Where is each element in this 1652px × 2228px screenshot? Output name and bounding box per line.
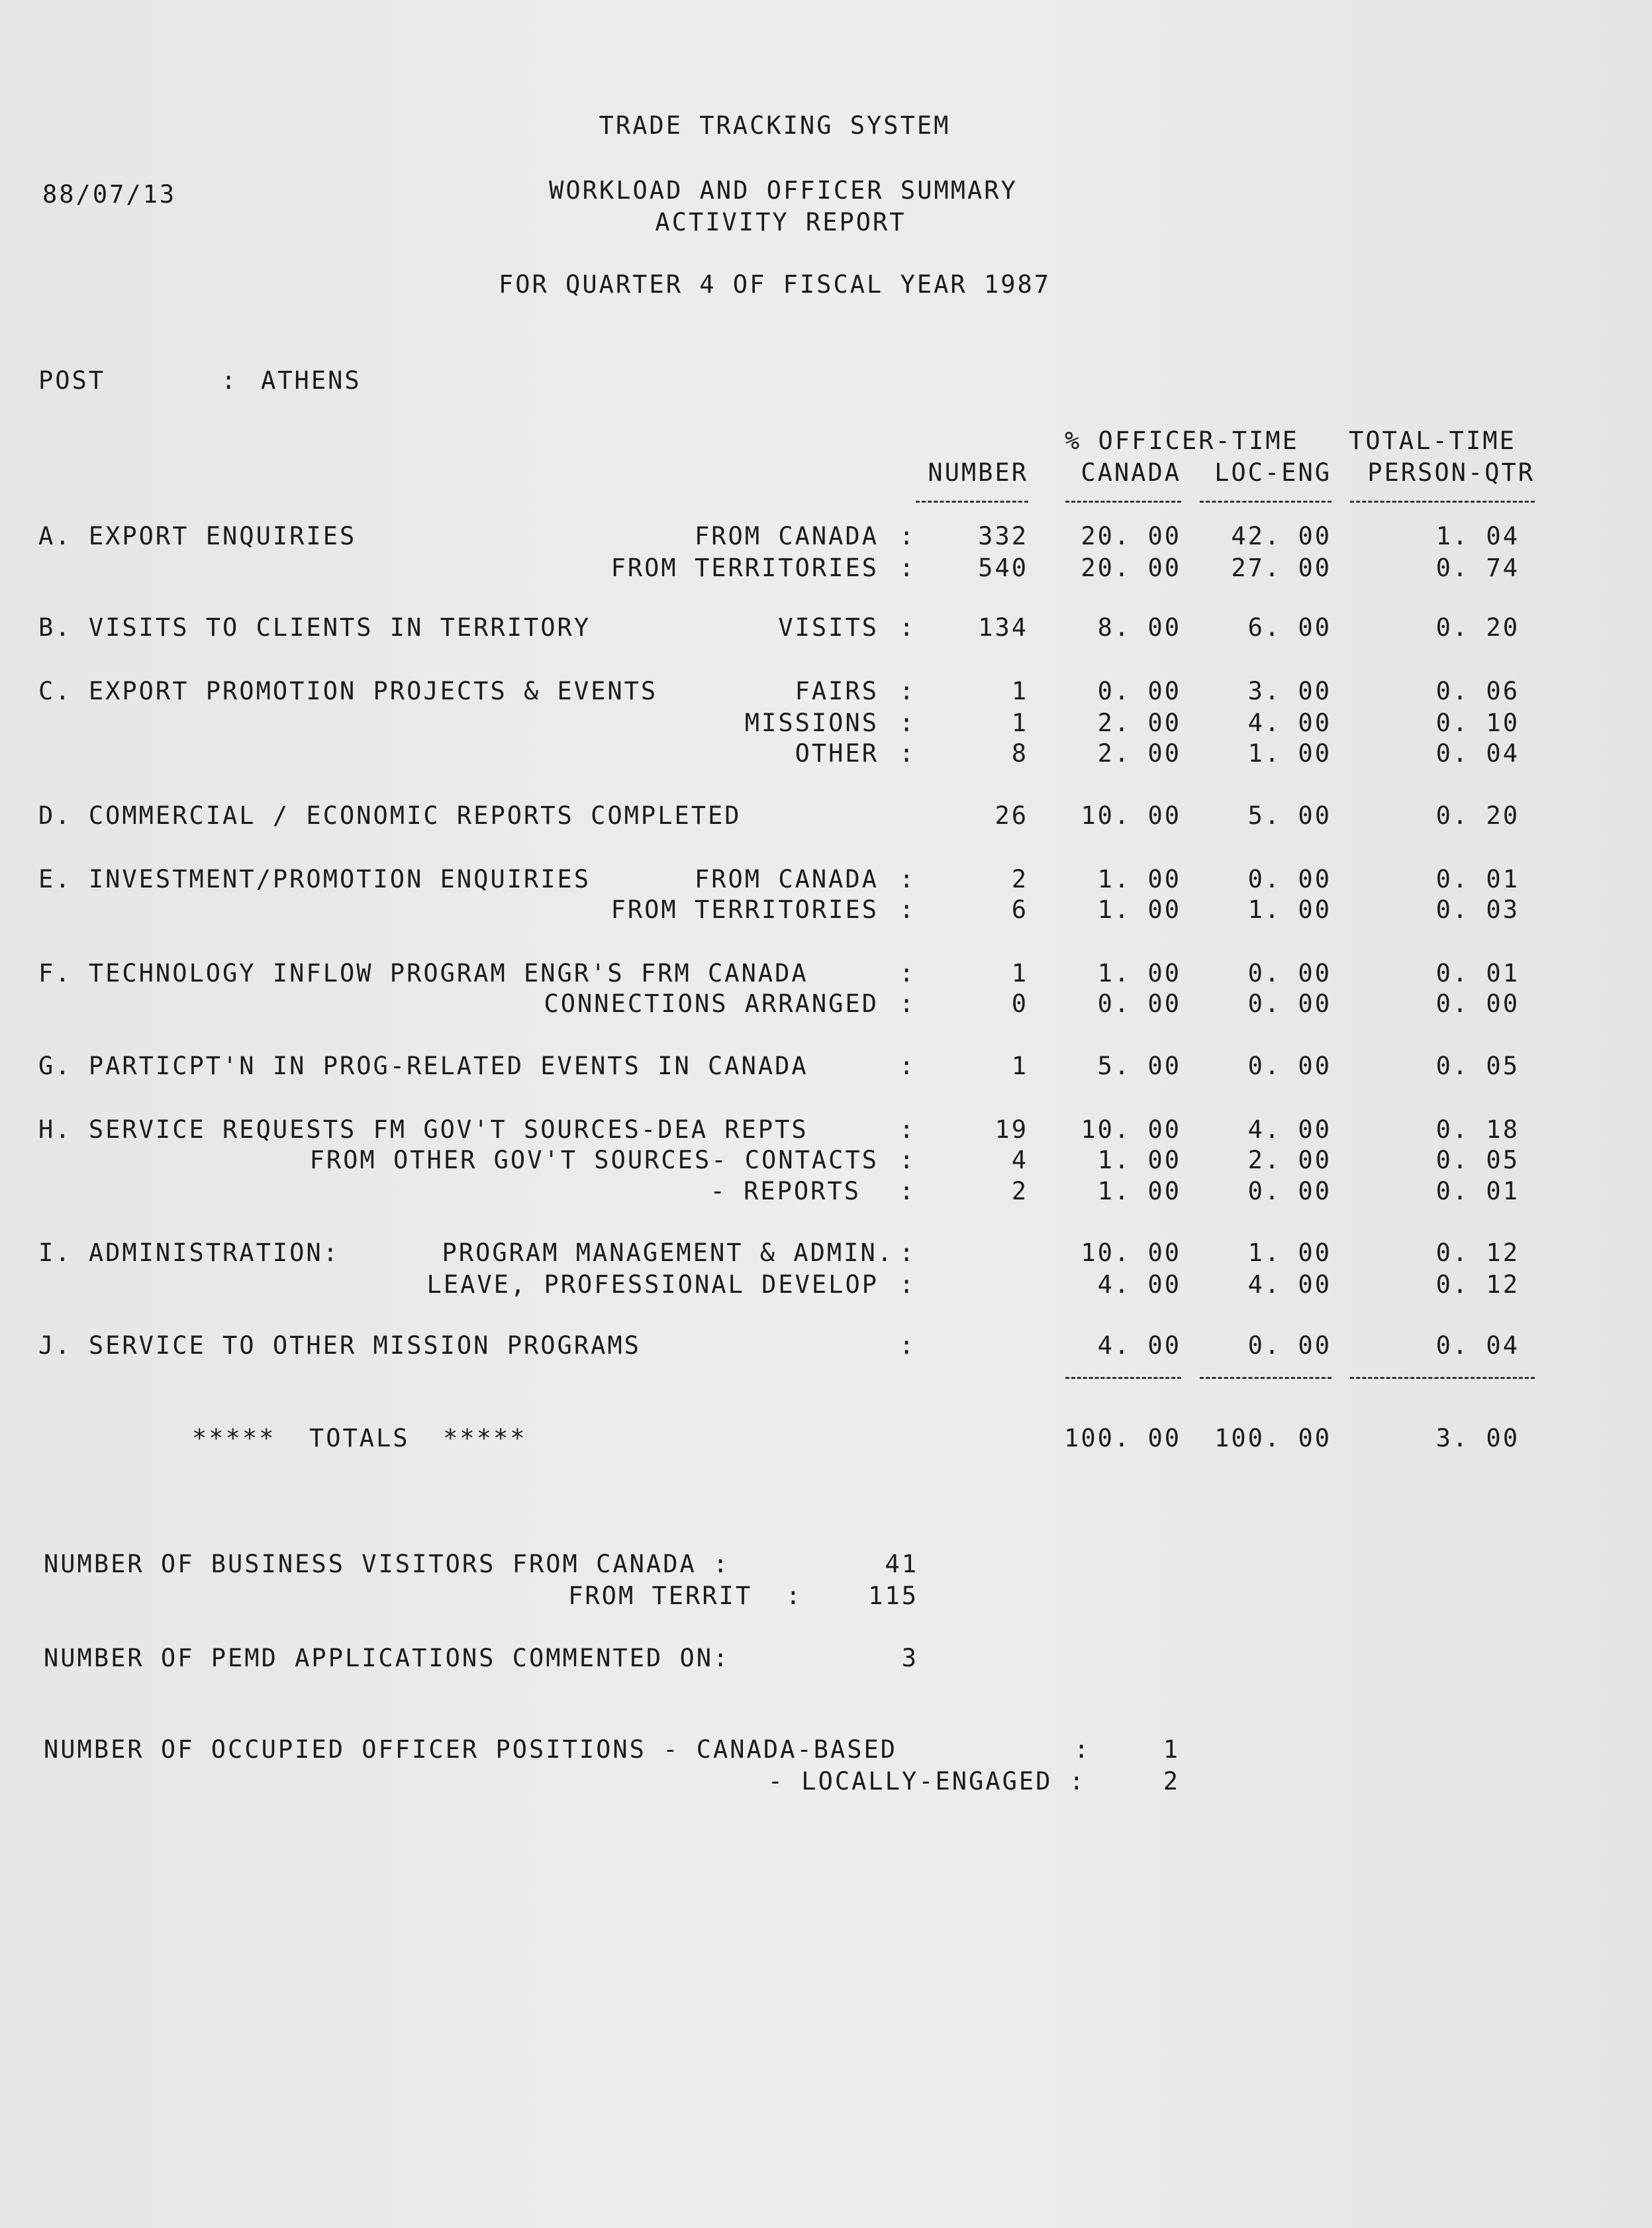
visitors-label: NUMBER OF BUSINESS VISITORS FROM CANADA :: [44, 1550, 730, 1578]
section-label: A. EXPORT ENQUIRIES: [38, 522, 357, 550]
system-title: TRADE TRACKING SYSTEM: [599, 111, 951, 140]
row-canada-pct: 1. 00: [1097, 895, 1181, 924]
row-colon: :: [899, 1146, 916, 1174]
row-canada-pct: 2. 00: [1097, 739, 1181, 768]
row-loceng-pct: 4. 00: [1247, 1270, 1332, 1299]
row-sublabel: FROM TERRITORIES: [610, 895, 879, 924]
row-loceng-pct: 0. 00: [1247, 1052, 1332, 1080]
loceng-underline: [1200, 501, 1332, 503]
post-value: ATHENS: [261, 366, 362, 395]
row-person-qtr: 0. 20: [1435, 801, 1520, 830]
row-number: 26: [995, 801, 1028, 830]
personqtr-header: PERSON-QTR: [1367, 458, 1535, 487]
row-colon: :: [899, 1115, 916, 1144]
row-colon: :: [899, 522, 916, 550]
row-colon: :: [899, 1270, 916, 1299]
row-person-qtr: 0. 10: [1435, 709, 1520, 737]
totals-loceng-underline: [1200, 1377, 1332, 1379]
totals-label: ***** TOTALS *****: [192, 1424, 527, 1452]
row-loceng-pct: 0. 00: [1247, 1331, 1332, 1360]
row-person-qtr: 0. 04: [1435, 1331, 1520, 1360]
row-canada-pct: 5. 00: [1097, 1052, 1181, 1080]
row-colon: :: [899, 865, 916, 893]
row-sublabel: PROGRAM MANAGEMENT & ADMIN.: [442, 1239, 894, 1267]
canada-header: CANADA: [1081, 458, 1181, 487]
total-time-header: TOTAL-TIME: [1349, 427, 1516, 455]
visitors-territ: 115: [868, 1582, 918, 1610]
row-sublabel: FROM CANADA: [694, 865, 879, 893]
positions-local: 2: [1163, 1767, 1180, 1796]
row-person-qtr: 0. 01: [1435, 865, 1520, 893]
row-person-qtr: 0. 18: [1435, 1115, 1520, 1144]
row-person-qtr: 0. 74: [1435, 554, 1520, 582]
section-label: I. ADMINISTRATION:: [38, 1239, 340, 1267]
row-sublabel: MISSIONS: [744, 709, 879, 737]
row-number: 1: [1011, 959, 1028, 987]
row-loceng-pct: 0. 00: [1247, 1177, 1332, 1205]
report-date: 88/07/13: [42, 180, 177, 209]
row-loceng-pct: 27. 00: [1231, 554, 1332, 582]
row-person-qtr: 0. 05: [1435, 1146, 1520, 1174]
row-colon: :: [899, 709, 916, 737]
row-loceng-pct: 1. 00: [1247, 739, 1332, 768]
row-number: 6: [1011, 895, 1028, 924]
positions-label: NUMBER OF OCCUPIED OFFICER POSITIONS - CANADA-BASED: [44, 1735, 898, 1764]
row-person-qtr: 0. 05: [1435, 1052, 1520, 1080]
row-number: 8: [1011, 739, 1028, 768]
row-canada-pct: 4. 00: [1097, 1270, 1181, 1299]
row-person-qtr: 1. 04: [1435, 522, 1520, 550]
totals-person-qtr: 3. 00: [1435, 1424, 1520, 1452]
row-loceng-pct: 0. 00: [1247, 959, 1332, 987]
row-canada-pct: 1. 00: [1097, 1146, 1181, 1174]
row-number: 2: [1011, 1177, 1028, 1205]
row-colon: :: [899, 895, 916, 924]
row-sublabel: FAIRS: [795, 677, 879, 705]
row-number: 1: [1011, 677, 1028, 705]
row-colon: :: [899, 1177, 916, 1205]
row-person-qtr: 0. 03: [1435, 895, 1520, 924]
section-label: H. SERVICE REQUESTS FM GOV'T SOURCES-DEA REPTS: [38, 1115, 808, 1144]
section-label: C. EXPORT PROMOTION PROJECTS & EVENTS: [38, 677, 658, 705]
row-colon: :: [899, 739, 916, 768]
row-number: 134: [978, 613, 1028, 642]
row-number: 0: [1011, 989, 1028, 1018]
row-sublabel: CONNECTIONS ARRANGED: [544, 989, 879, 1018]
row-person-qtr: 0. 01: [1435, 959, 1520, 987]
totals-canada-underline: [1065, 1377, 1181, 1379]
row-number: 4: [1011, 1146, 1028, 1174]
totals-loceng: 100. 00: [1214, 1424, 1332, 1452]
row-person-qtr: 0. 12: [1435, 1270, 1520, 1299]
totals-canada: 100. 00: [1064, 1424, 1181, 1452]
positions-local-label: - LOCALLY-ENGAGED :: [767, 1767, 1086, 1796]
loceng-header: LOC-ENG: [1214, 458, 1332, 487]
officer-time-header: % OFFICER-TIME: [1065, 427, 1299, 455]
row-colon: :: [899, 554, 916, 582]
row-person-qtr: 0. 01: [1435, 1177, 1520, 1205]
report-subtitle: ACTIVITY REPORT: [655, 208, 906, 236]
canada-underline: [1065, 501, 1181, 503]
row-canada-pct: 4. 00: [1097, 1331, 1181, 1360]
row-loceng-pct: 4. 00: [1247, 709, 1332, 737]
row-sublabel: OTHER: [795, 739, 879, 768]
row-sublabel: - REPORTS: [710, 1177, 861, 1205]
row-sublabel: FROM CANADA: [694, 522, 879, 550]
row-canada-pct: 10. 00: [1081, 1115, 1181, 1144]
positions-separator: :: [1074, 1735, 1091, 1764]
row-canada-pct: 1. 00: [1097, 959, 1181, 987]
row-number: 1: [1011, 1052, 1028, 1080]
personqtr-underline: [1350, 501, 1535, 503]
row-loceng-pct: 1. 00: [1247, 1239, 1332, 1267]
row-sublabel: FROM OTHER GOV'T SOURCES- CONTACTS: [309, 1146, 879, 1174]
row-loceng-pct: 5. 00: [1247, 801, 1332, 830]
row-number: 2: [1011, 865, 1028, 893]
row-loceng-pct: 3. 00: [1247, 677, 1332, 705]
report-title: WORKLOAD AND OFFICER SUMMARY: [549, 176, 1018, 205]
row-canada-pct: 10. 00: [1081, 801, 1181, 830]
number-underline: [916, 501, 1028, 503]
section-label: J. SERVICE TO OTHER MISSION PROGRAMS: [38, 1331, 641, 1360]
row-colon: :: [899, 1239, 916, 1267]
row-person-qtr: 0. 00: [1435, 989, 1520, 1018]
row-canada-pct: 2. 00: [1097, 709, 1181, 737]
pemd-label: NUMBER OF PEMD APPLICATIONS COMMENTED ON:: [44, 1644, 730, 1672]
section-label: F. TECHNOLOGY INFLOW PROGRAM ENGR'S FRM CANADA: [38, 959, 808, 987]
row-colon: :: [899, 959, 916, 987]
pemd-value: 3: [901, 1644, 918, 1672]
section-label: G. PARTICPT'N IN PROG-RELATED EVENTS IN CANADA: [38, 1052, 808, 1080]
row-loceng-pct: 2. 00: [1247, 1146, 1332, 1174]
row-canada-pct: 1. 00: [1097, 865, 1181, 893]
row-canada-pct: 20. 00: [1081, 522, 1181, 550]
visitors-territ-label: FROM TERRIT :: [568, 1582, 802, 1610]
row-canada-pct: 8. 00: [1097, 613, 1181, 642]
row-number: 332: [978, 522, 1028, 550]
row-canada-pct: 10. 00: [1081, 1239, 1181, 1267]
row-person-qtr: 0. 04: [1435, 739, 1520, 768]
row-loceng-pct: 0. 00: [1247, 865, 1332, 893]
section-label: B. VISITS TO CLIENTS IN TERRITORY: [38, 613, 591, 642]
row-number: 1: [1011, 709, 1028, 737]
row-loceng-pct: 6. 00: [1247, 613, 1332, 642]
row-canada-pct: 0. 00: [1097, 677, 1181, 705]
totals-pq-underline: [1350, 1377, 1535, 1379]
row-person-qtr: 0. 12: [1435, 1239, 1520, 1267]
positions-canada: 1: [1163, 1735, 1180, 1764]
row-number: 19: [995, 1115, 1028, 1144]
row-number: 540: [978, 554, 1028, 582]
section-label: D. COMMERCIAL / ECONOMIC REPORTS COMPLETED: [38, 801, 742, 830]
row-colon: :: [899, 1331, 916, 1360]
row-person-qtr: 0. 20: [1435, 613, 1520, 642]
row-colon: :: [899, 677, 916, 705]
report-period: FOR QUARTER 4 OF FISCAL YEAR 1987: [498, 270, 1051, 299]
row-sublabel: FROM TERRITORIES: [610, 554, 879, 582]
section-label: E. INVESTMENT/PROMOTION ENQUIRIES: [38, 865, 591, 893]
row-colon: :: [899, 989, 916, 1018]
row-loceng-pct: 42. 00: [1231, 522, 1332, 550]
row-loceng-pct: 0. 00: [1247, 989, 1332, 1018]
row-colon: :: [899, 1052, 916, 1080]
row-canada-pct: 1. 00: [1097, 1177, 1181, 1205]
row-loceng-pct: 4. 00: [1247, 1115, 1332, 1144]
row-sublabel: LEAVE, PROFESSIONAL DEVELOP: [426, 1270, 879, 1299]
visitors-canada: 41: [885, 1550, 918, 1578]
row-person-qtr: 0. 06: [1435, 677, 1520, 705]
row-canada-pct: 20. 00: [1081, 554, 1181, 582]
row-canada-pct: 0. 00: [1097, 989, 1181, 1018]
row-sublabel: VISITS: [778, 613, 879, 642]
row-colon: :: [899, 613, 916, 642]
post-separator: :: [221, 366, 238, 395]
post-label: POST: [38, 366, 106, 395]
row-loceng-pct: 1. 00: [1247, 895, 1332, 924]
number-header: NUMBER: [928, 458, 1028, 487]
